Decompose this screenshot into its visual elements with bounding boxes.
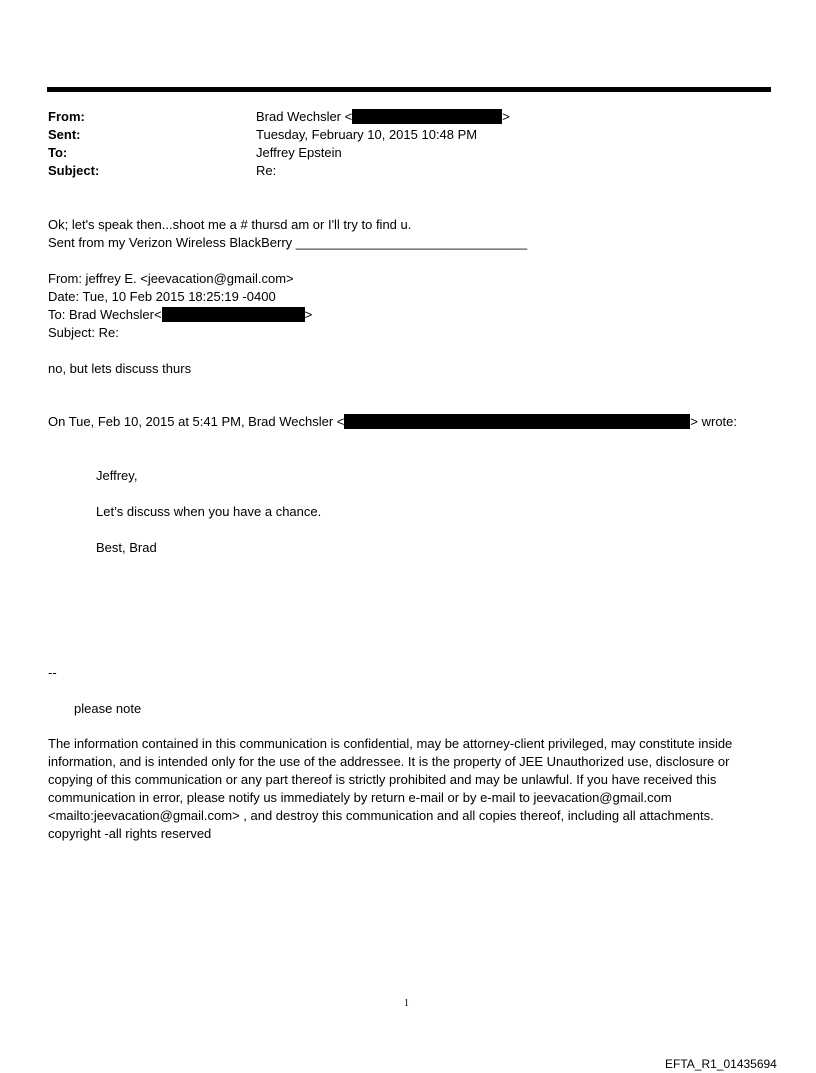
disclaimer-text: The information contained in this communication is confidential, may be attorney-client privileged, may constitute inside information, and is intended only for the use of the addressee. It is the property of JEE Unauthorized use, disclosure or copying of this communication or any part thereof is strictly prohibited and may be unlawful. If you have received this communication in error, please notify us immediately by return e-mail or by e-mail to jeevacation@gmail.com <mailto:jeevacation@gmail.com> , and destroy this communication and all copies thereof, including all attachments. copyright -all rights reserved bbox=[48, 736, 733, 841]
forwarded-to-text: To: Brad Wechsler< bbox=[48, 307, 162, 322]
forwarded-to bbox=[48, 307, 312, 323]
please-note: please note bbox=[74, 701, 142, 716]
quote-intro-text: On Tue, Feb 10, 2015 at 5:41 PM, Brad Wechsler < bbox=[48, 414, 345, 429]
quote-intro bbox=[48, 414, 737, 430]
quote-signoff: Best, Brad bbox=[96, 540, 157, 555]
body-line-1: Ok; let's speak then...shoot me a # thursd am or I'll try to find u. bbox=[48, 217, 412, 232]
redaction-box bbox=[344, 414, 690, 429]
page-number: 1 bbox=[404, 998, 409, 1009]
quote-greeting: Jeffrey, bbox=[96, 468, 138, 483]
from-label: From: bbox=[48, 109, 85, 124]
forwarded-from: From: jeffrey E. <jeevacation@gmail.com> bbox=[48, 271, 294, 286]
redaction-box bbox=[162, 307, 305, 322]
from-close: > bbox=[502, 109, 510, 124]
subject-label: Subject: bbox=[48, 163, 100, 178]
forwarded-date: Date: Tue, 10 Feb 2015 18:25:19 -0400 bbox=[48, 289, 276, 304]
header-rule bbox=[47, 87, 771, 92]
from-value bbox=[256, 109, 510, 125]
from-name: Brad Wechsler < bbox=[256, 109, 353, 124]
to-label: To: bbox=[48, 145, 68, 160]
signature-dashes: -- bbox=[48, 665, 57, 680]
to-value: Jeffrey Epstein bbox=[256, 145, 342, 160]
document-id: EFTA_R1_01435694 bbox=[665, 1057, 777, 1071]
subject-value: Re: bbox=[256, 163, 277, 178]
body-line-2: Sent from my Verizon Wireless BlackBerry ________________________________ bbox=[48, 235, 528, 250]
sent-label: Sent: bbox=[48, 127, 81, 142]
quote-intro-close: > wrote: bbox=[690, 414, 738, 429]
reply-text: no, but lets discuss thurs bbox=[48, 361, 192, 376]
quote-line: Let’s discuss when you have a chance. bbox=[96, 504, 322, 519]
forwarded-to-close: > bbox=[304, 307, 313, 322]
forwarded-subject: Subject: Re: bbox=[48, 325, 119, 340]
redaction-box bbox=[352, 109, 502, 124]
sent-value: Tuesday, February 10, 2015 10:48 PM bbox=[256, 127, 478, 142]
